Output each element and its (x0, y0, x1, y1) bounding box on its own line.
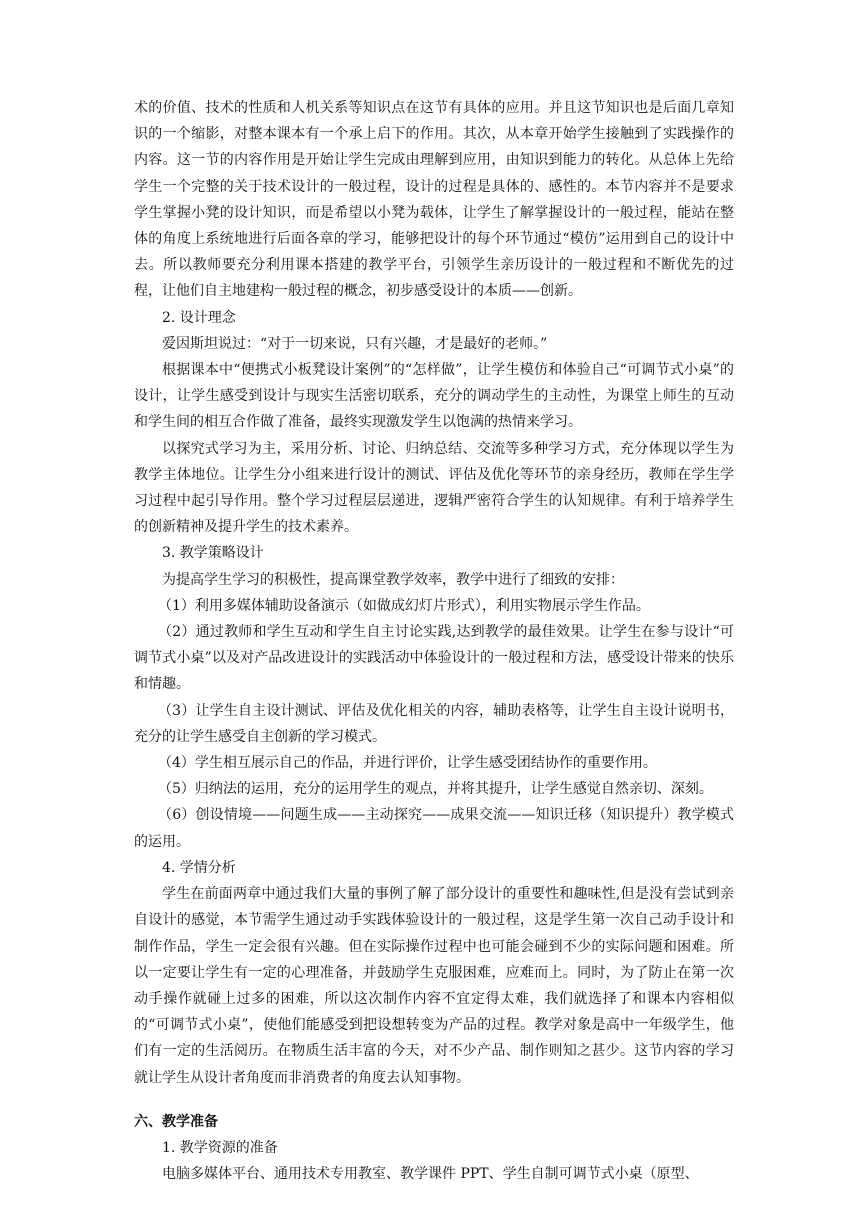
strategy-item: （4）学生相互展示自己的作品，并进行评价，让学生感受团结协作的重要作用。 (158, 755, 657, 772)
section-2-quote: 爱因斯坦说过：“对于一切来说，只有兴趣，才是最好的老师。” (162, 335, 548, 352)
section-2-title: 2. 设计理念 (162, 309, 236, 326)
document-page (134, 95, 734, 1187)
strategy-item: （6）创设情境——问题生成——主动探究——成果交流——知识迁移（知识提升）教学模式的运用。 (134, 807, 734, 850)
section-4-title: 4. 学情分析 (162, 859, 236, 876)
section-6-subtitle: 1. 教学资源的准备 (162, 1139, 278, 1156)
section-6-paragraph: 电脑多媒体平台、通用技术专用教室、教学课件 PPT、学生自制可调节式小桌（原型、 (162, 1165, 699, 1182)
strategy-item: （3）让学生自主设计测试、评估及优化相关的内容，辅助表格等，让学生自主设计说明书，充分的让学生感受自主创新的学习模式。 (134, 702, 734, 745)
section-3-title: 3. 教学策略设计 (162, 545, 264, 562)
section-2-paragraph: 根据课本中“便携式小板凳设计案例”的“怎样做”，让学生模仿和体验自己“可调节式小桌”的设计，让学生感受到设计与现实生活密切联系，充分的调动学生的主动性，为课堂上师生的互动和学生间的相互合作做了准备，最终实现激发学生以饱满的热情来学习。 (134, 362, 734, 431)
strategy-item: （2）通过教师和学生互动和学生自主讨论实践,达到教学的最佳效果。让学生在参与设计“可调节式小桌”以及对产品改进设计的实践活动中体验设计的一般过程和方法，感受设计带来的快乐和情趣。 (134, 624, 734, 693)
section-4-paragraph: 学生在前面两章中通过我们大量的事例了解了部分设计的重要性和趣味性,但是没有尝试到亲自设计的感觉，本节需学生通过动手实践体验设计的一般过程，这是学生第一次自己动手设计和制作作品，学生一定会很有兴趣。但在实际操作过程中也可能会碰到不少的实际问题和困难。所以一定要让学生有一定的心理准备，并鼓励学生克服困难，应难而上。同时，为了防止在第一次动手操作就碰上过多的困难，所以这次制作内容不宜定得太难，我们就选择了和课本内容相似的“可调节式小桌”，使他们能感受到把设想转变为产品的过程。教学对象是高中一年级学生，他们有一定的生活阅历。在物质生活丰富的今天，对不少产品、制作则知之甚少。这节内容的学习就让学生从设计者角度而非消费者的角度去认知事物。 (134, 886, 734, 1086)
strategy-item: （1）利用多媒体辅助设备演示（如做成幻灯片形式），利用实物展示学生作品。 (158, 597, 650, 614)
section-6-heading: 六、教学准备 (134, 1113, 218, 1130)
intro-paragraph: 术的价值、技术的性质和人机关系等知识点在这节有具体的应用。并且这节知识也是后面几章知识的一个缩影，对整本课本有一个承上启下的作用。其次，从本章开始学生接触到了实践操作的内容。这一节的内容作用是开始让学生完成由理解到应用，由知识到能力的转化。从总体上先给学生一个完整的关于技术设计的一般过程，设计的过程是具体的、感性的。本节内容并不是要求学生掌握小凳的设计知识，而是希望以小凳为载体，让学生了解掌握设计的一般过程，能站在整体的角度上系统地进行后面各章的学习，能够把设计的每个环节通过“模仿”运用到自己的设计中去。所以教师要充分利用课本搭建的教学平台，引领学生亲历设计的一般过程和不断优先的过程，让他们自主地建构一般过程的概念，初步感受设计的本质——创新。 (134, 100, 734, 300)
section-2-paragraph: 以探究式学习为主，采用分析、讨论、归纳总结、交流等多种学习方式，充分体现以学生为教学主体地位。让学生分小组来进行设计的测试、评估及优化等环节的亲身经历，教师在学生学习过程中起引导作用。整个学习过程层层递进，逻辑严密符合学生的认知规律。有利于培养学生的创新精神及提升学生的技术素养。 (134, 440, 734, 536)
strategy-item: （5）归纳法的运用，充分的运用学生的观点，并将其提升，让学生感觉自然亲切、深刻。 (158, 781, 713, 798)
section-3-intro: 为提高学生学习的积极性，提高课堂教学效率，教学中进行了细致的安排： (162, 571, 624, 588)
